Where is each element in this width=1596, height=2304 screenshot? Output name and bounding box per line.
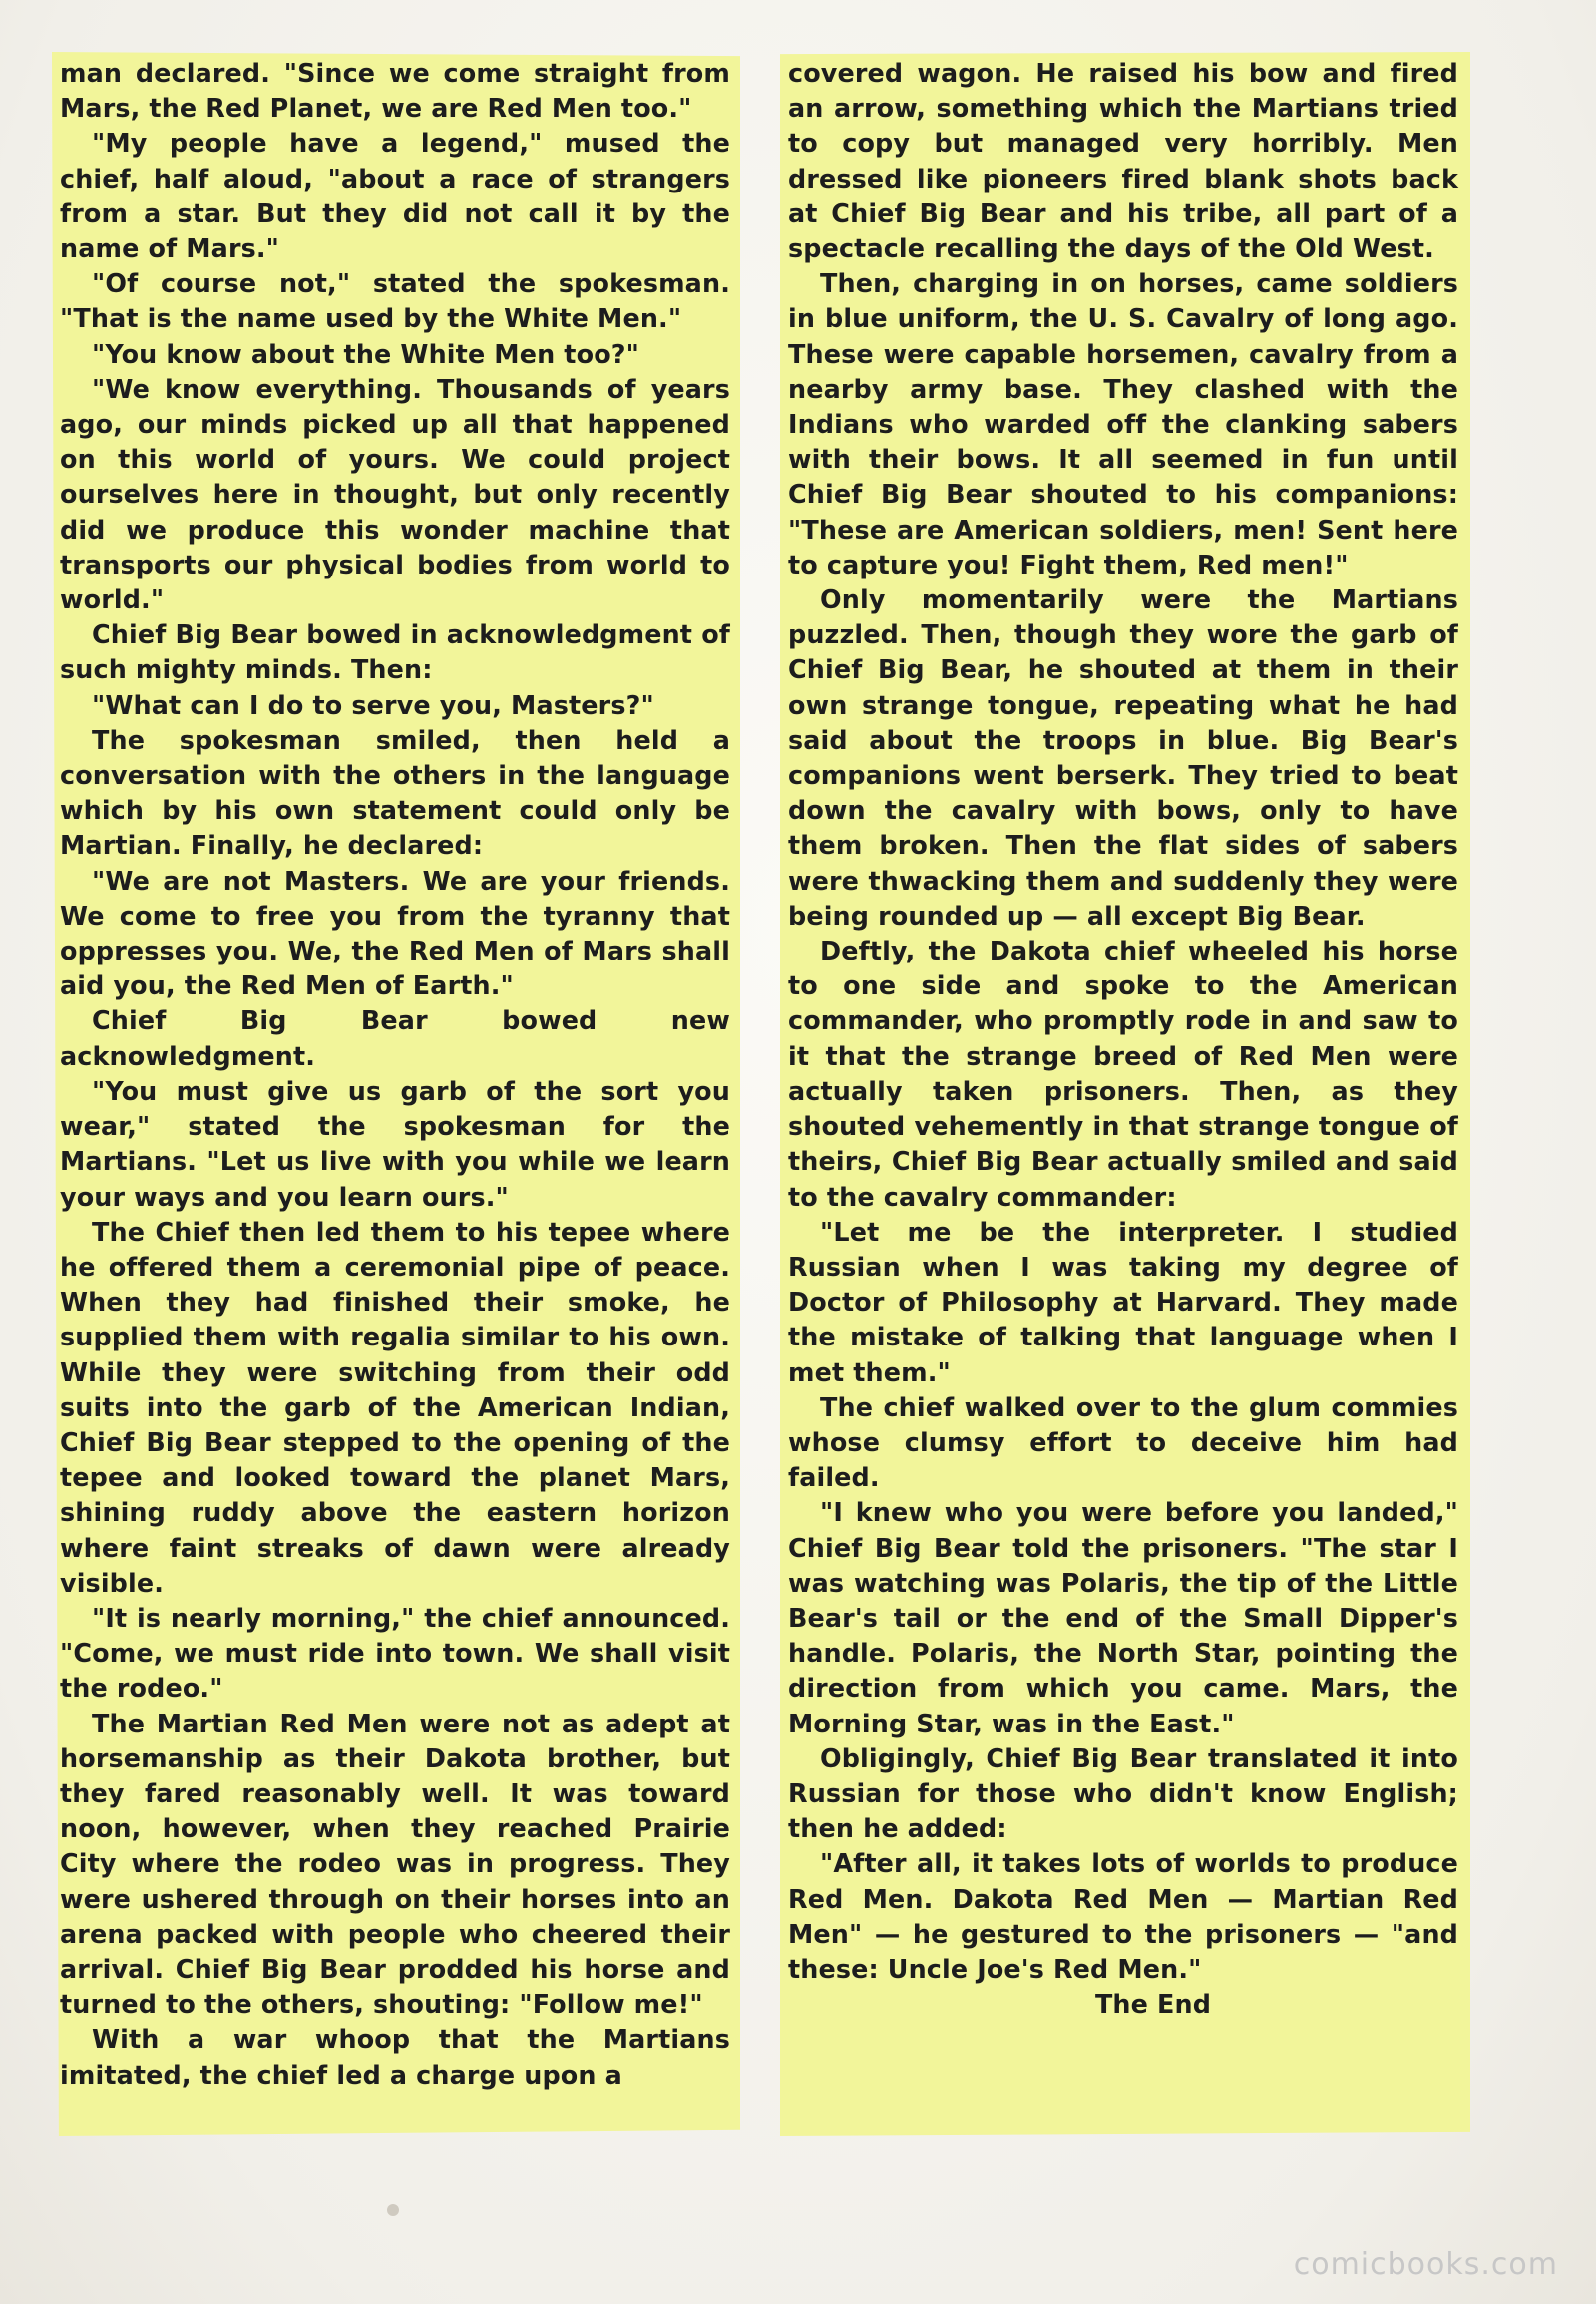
story-paragraph: "What can I do to serve you, Masters?" [92, 689, 654, 720]
story-ending: The End [1094, 1989, 1212, 2020]
story-paragraph: "Let me be the interpreter. I studied Russian when I was taking my degree of Doctor of Philosophy at Harvard. They made the mistake of talking that language when I met them." [788, 1216, 1458, 1387]
story-paragraph: The Chief then led them to his tepee where he offered them a ceremonial pipe of peace. When they had finished their smoke, he supplied them with regalia similar to his own. While they were switching from their odd suits into the garb of the American Indian, Chief Big Bear stepped to the opening of the tepee and looked toward the planet Mars, shining ruddy above the eastern horizon where faint streaks of dawn were already visible. [60, 1216, 730, 1598]
story-paragraph: "After all, it takes lots of worlds to produce Red Men. Dakota Red Men — Martian Red Men" — he gestured to the prisoners — "and these: Uncle Joe's Red Men." [788, 1848, 1458, 1984]
story-paragraph: Chief Big Bear bowed new acknowledgment. [60, 1005, 730, 1071]
story-paragraph: man declared. "Since we come straight from Mars, the Red Planet, we are Red Men too." [60, 58, 730, 124]
story-paragraph: The chief walked over to the glum commies whose clumsy effort to deceive him had failed. [788, 1391, 1458, 1493]
story-paragraph: Deftly, the Dakota chief wheeled his horse to one side and spoke to the American commander, who promptly rode in and saw to it that the strange breed of Red Men were actually taken prisoners. Then, as they shouted vehemently in that strange tongue of theirs, Chief Big Bear actually smiled and said to the cavalry commander: [788, 936, 1458, 1212]
story-paragraph: "It is nearly morning," the chief announced. "Come, we must ride into town. We shall visit the rodeo." [60, 1602, 730, 1704]
story-paragraph: Chief Big Bear bowed in acknowledgment of such mighty minds. Then: [60, 619, 730, 685]
site-watermark: comicbooks.com [1293, 2247, 1558, 2282]
story-paragraph: With a war whoop that the Martians imitated, the chief led a charge upon a [60, 2024, 730, 2090]
right-text-column [788, 56, 1458, 2022]
paper-speck [387, 2204, 399, 2216]
story-paragraph: Then, charging in on horses, came soldiers in blue uniform, the U. S. Cavalry of long ago. These were capable horsemen, cavalry from a nearby army base. They clashed with the Indians who warded off the clanking sabers with their bows. It all seemed in fun until Chief Big Bear shouted to his companions: "These are American soldiers, men! Sent here to capture you! Fight them, Red men!" [788, 268, 1458, 579]
story-paragraph: Obligingly, Chief Big Bear translated it into Russian for those who didn't know English; then he added: [788, 1742, 1458, 1844]
story-paragraph: The Martian Red Men were not as adept at horsemanship as their Dakota brother, but they fared reasonably well. It was toward noon, however, when they reached Prairie City where the rodeo was in progress. They were ushered through on their horses into an arena packed with people who cheered their arrival. Chief Big Bear prodded his horse and turned to the others, shouting: "Follow me!" [60, 1708, 730, 2020]
left-text-column [60, 56, 730, 2093]
story-paragraph: "You know about the White Men too?" [92, 338, 640, 369]
story-paragraph: "My people have a legend," mused the chief, half aloud, "about a race of strangers from a star. But they did not call it by the name of Mars." [60, 128, 730, 264]
story-paragraph: The spokesman smiled, then held a conversation with the others in the language which by his own statement could only be Martian. Finally, he declared: [60, 724, 730, 861]
story-paragraph: "You must give us garb of the sort you wear," stated the spokesman for the Martians. "Let us live with you while we learn your ways and you learn ours." [60, 1075, 730, 1212]
story-paragraph: "We know everything. Thousands of years ago, our minds picked up all that happened on this world of yours. We could project ourselves here in thought, but only recently did we produce this wonder machine that transports our physical bodies from world to world." [60, 373, 730, 615]
story-paragraph: "Of course not," stated the spokesman. "That is the name used by the White Men." [60, 268, 730, 334]
story-paragraph: "We are not Masters. We are your friends. We come to free you from the tyranny that oppresses you. We, the Red Men of Mars shall aid you, the Red Men of Earth." [60, 865, 730, 1001]
story-paragraph: Only momentarily were the Martians puzzled. Then, though they wore the garb of Chief Big Bear, he shouted at them in their own strange tongue, repeating what he had said about the troops in blue. Big Bear's companions went berserk. They tried to beat down the cavalry with bows, only to have them broken. Then the flat sides of sabers were thwacking them and suddenly they were being rounded up — all except Big Bear. [788, 584, 1458, 931]
story-paragraph: covered wagon. He raised his bow and fired an arrow, something which the Martians tried to copy but managed very horribly. Men dressed like pioneers fired blank shots back at Chief Big Bear and his tribe, all part of a spectacle recalling the days of the Old West. [788, 58, 1458, 264]
story-paragraph: "I knew who you were before you landed," Chief Big Bear told the prisoners. "The star I was watching was Polaris, the tip of the Little Bear's tail or the end of the Small Dipper's handle. Polaris, the North Star, pointing the direction from which you came. Mars, the Morning Star, was in the East." [788, 1497, 1458, 1738]
